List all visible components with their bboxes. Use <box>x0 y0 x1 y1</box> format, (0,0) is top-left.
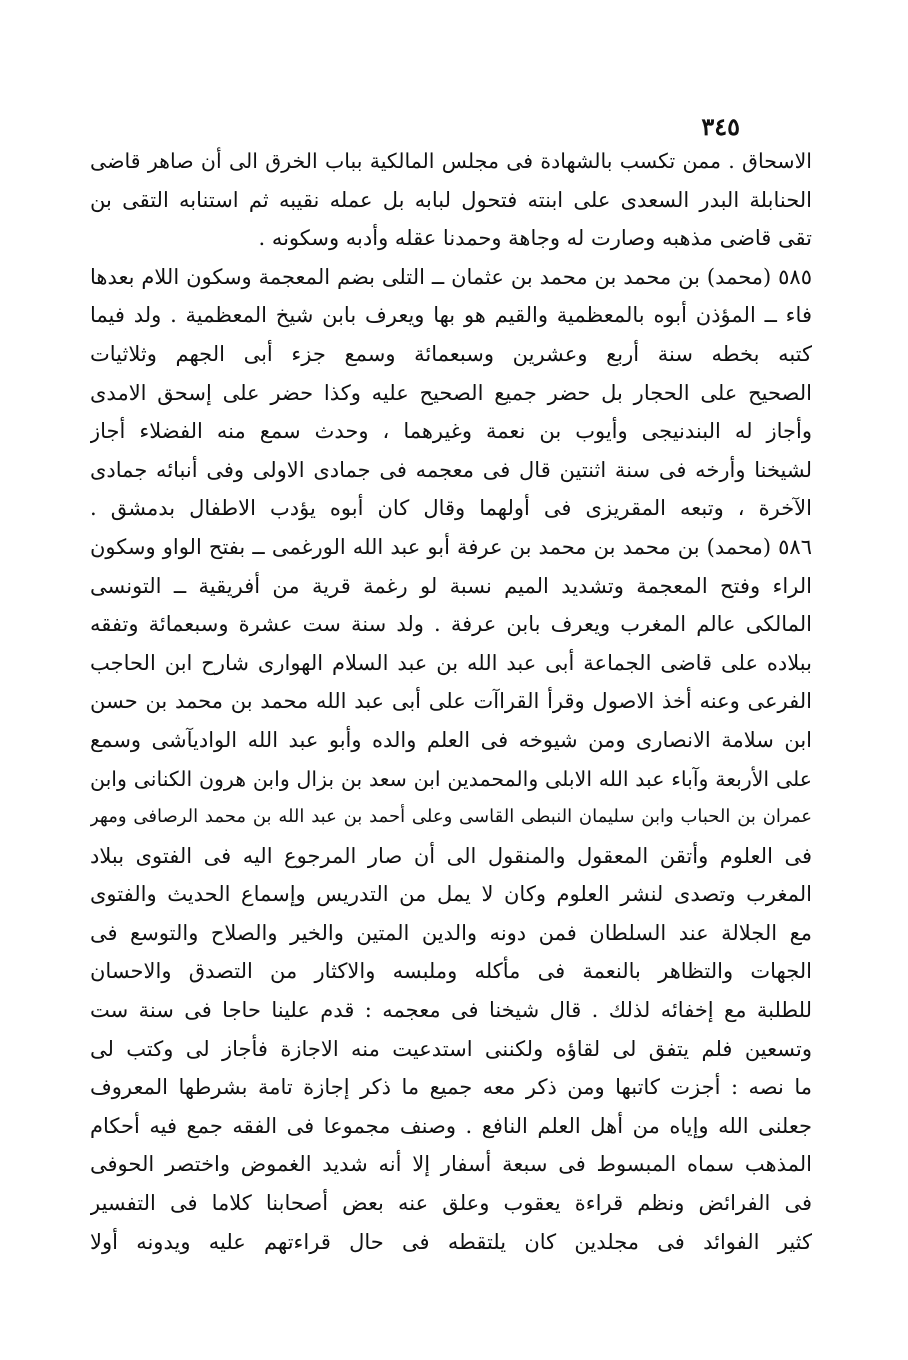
text-line: المالكى عالم المغرب ويعرف بابن عرفة . ولد سنة ست عشرة وسبعمائة وتفقه <box>90 612 812 637</box>
text-line: الصحيح على الحجار بل حضر جميع الصحيح عليه وكذا حضر على إسحق الامدى <box>90 380 812 405</box>
text-line: فى الفرائض ونظم قراءة يعقوب وعلق عنه بعض أصحابنا كلاما فى التفسير <box>90 1191 812 1216</box>
text-line: الجهات والتظاهر بالنعمة فى مأكله وملبسه والاكثار من التصدق والاحسان <box>90 959 812 984</box>
text-line: فى العلوم وأتقن المعقول والمنقول الى أن صار المرجوع اليه فى الفتوى ببلاد <box>90 843 812 868</box>
text-line: ابن سلامة الانصارى ومن شيوخه فى العلم والده وأبو عبد الله الواديآشى وسمع <box>90 727 812 752</box>
text-line: على الأربعة وآباء عبد الله الابلى والمحمدين ابن سعد بن بزال وابن هرون الكنانى وابن <box>90 766 812 791</box>
text-line: فاء ــ المؤذن أبوه بالمعظمية والقيم هو بها ويعرف بابن شيخ المعظمية . ولد فيما <box>90 303 812 328</box>
text-line: كثير الفوائد فى مجلدين كان يلتقطه فى حال قراءتهم عليه ويدونه أولا <box>90 1229 812 1254</box>
text-line: لشيخنا وأرخه فى سنة اثنتين قال فى معجمه فى جمادى الاولى وفى أنبائه جمادى <box>90 457 812 482</box>
page-text <box>90 142 812 1261</box>
text-line: مع الجلالة عند السلطان فمن دونه والدين المتين والخير والصلاح والتوسع فى <box>90 920 812 945</box>
text-line: للطلبة مع إخفائه لذلك . قال شيخنا فى معجمه : قدم علينا حاجا فى سنة ست <box>90 998 812 1023</box>
text-line: تقى قاضى مذهبه وصارت له وجاهة وحمدنا عقله وأدبه وسكونه . <box>258 226 812 251</box>
text-line: الفرعى وعنه أخذ الاصول وقرأ القراآت على أبى عبد الله محمد بن محمد بن حسن <box>90 689 812 714</box>
text-line: المذهب سماه المبسوط فى سبعة أسفار إلا أنه شديد الغموض واختصر الحوفى <box>90 1152 812 1177</box>
text-line: ببلاده على قاضى الجماعة أبى عبد الله بن عبد السلام الهوارى شارح ابن الحاجب <box>90 650 812 675</box>
text-line: الراء وفتح المعجمة وتشديد الميم نسبة لو رغمة قرية من أفريقية ــ التونسى <box>90 573 812 598</box>
entry-586-start: ٥٨٦ (محمد) بن محمد بن محمد بن عرفة أبو عبد الله الورغمى ــ بفتح الواو وسكون <box>90 534 812 559</box>
text-line: كتبه بخطه سنة أربع وعشرين وسبعمائة وسمع جزء أبى الجهم وثلاثيات <box>90 341 812 366</box>
text-line: المغرب وتصدى لنشر العلوم وكان لا يمل من التدريس وإسماع الحديث والفتوى <box>90 882 812 907</box>
page-number: ٣٤٥ <box>701 112 740 141</box>
text-line: الاسحاق . ممن تكسب بالشهادة فى مجلس المالكية بباب الخرق الى أن صاهر قاضى <box>90 149 812 173</box>
text-line: الحنابلة البدر السعدى على ابنته فتحول لبابه بل عمله نقيبه ثم استنابه التقى بن <box>90 187 812 212</box>
text-line: عمران بن الحباب وابن سليمان النبطى القاسى وعلى أحمد بن عبد الله بن محمد الرصافى ومهر <box>90 806 812 828</box>
text-line: وتسعين فلم يتفق لى لقاؤه ولكننى استدعيت منه الاجازة فأجاز لى وكتب لى <box>90 1036 812 1061</box>
text-line: وأجاز له البندنيجى وأيوب بن نعمة وغيرهما ، وحدث سمع منه الفضلاء أجاز <box>90 419 812 444</box>
text-line: ما نصه : أجزت كاتبها ومن ذكر معه جميع ما ذكر إجازة تامة بشرطها المعروف <box>90 1075 812 1100</box>
entry-585-start: ٥٨٥ (محمد) بن محمد بن محمد بن عثمان ــ التلى بضم المعجمة وسكون اللام بعدها <box>90 264 812 289</box>
text-line: الآخرة ، وتبعه المقريزى فى أولهما وقال كان أبوه يؤدب الاطفال بدمشق . <box>90 496 812 521</box>
text-line: جعلنى الله وإياه من أهل العلم النافع . وصنف مجموعا فى الفقه جمع فيه أحكام <box>90 1113 812 1138</box>
